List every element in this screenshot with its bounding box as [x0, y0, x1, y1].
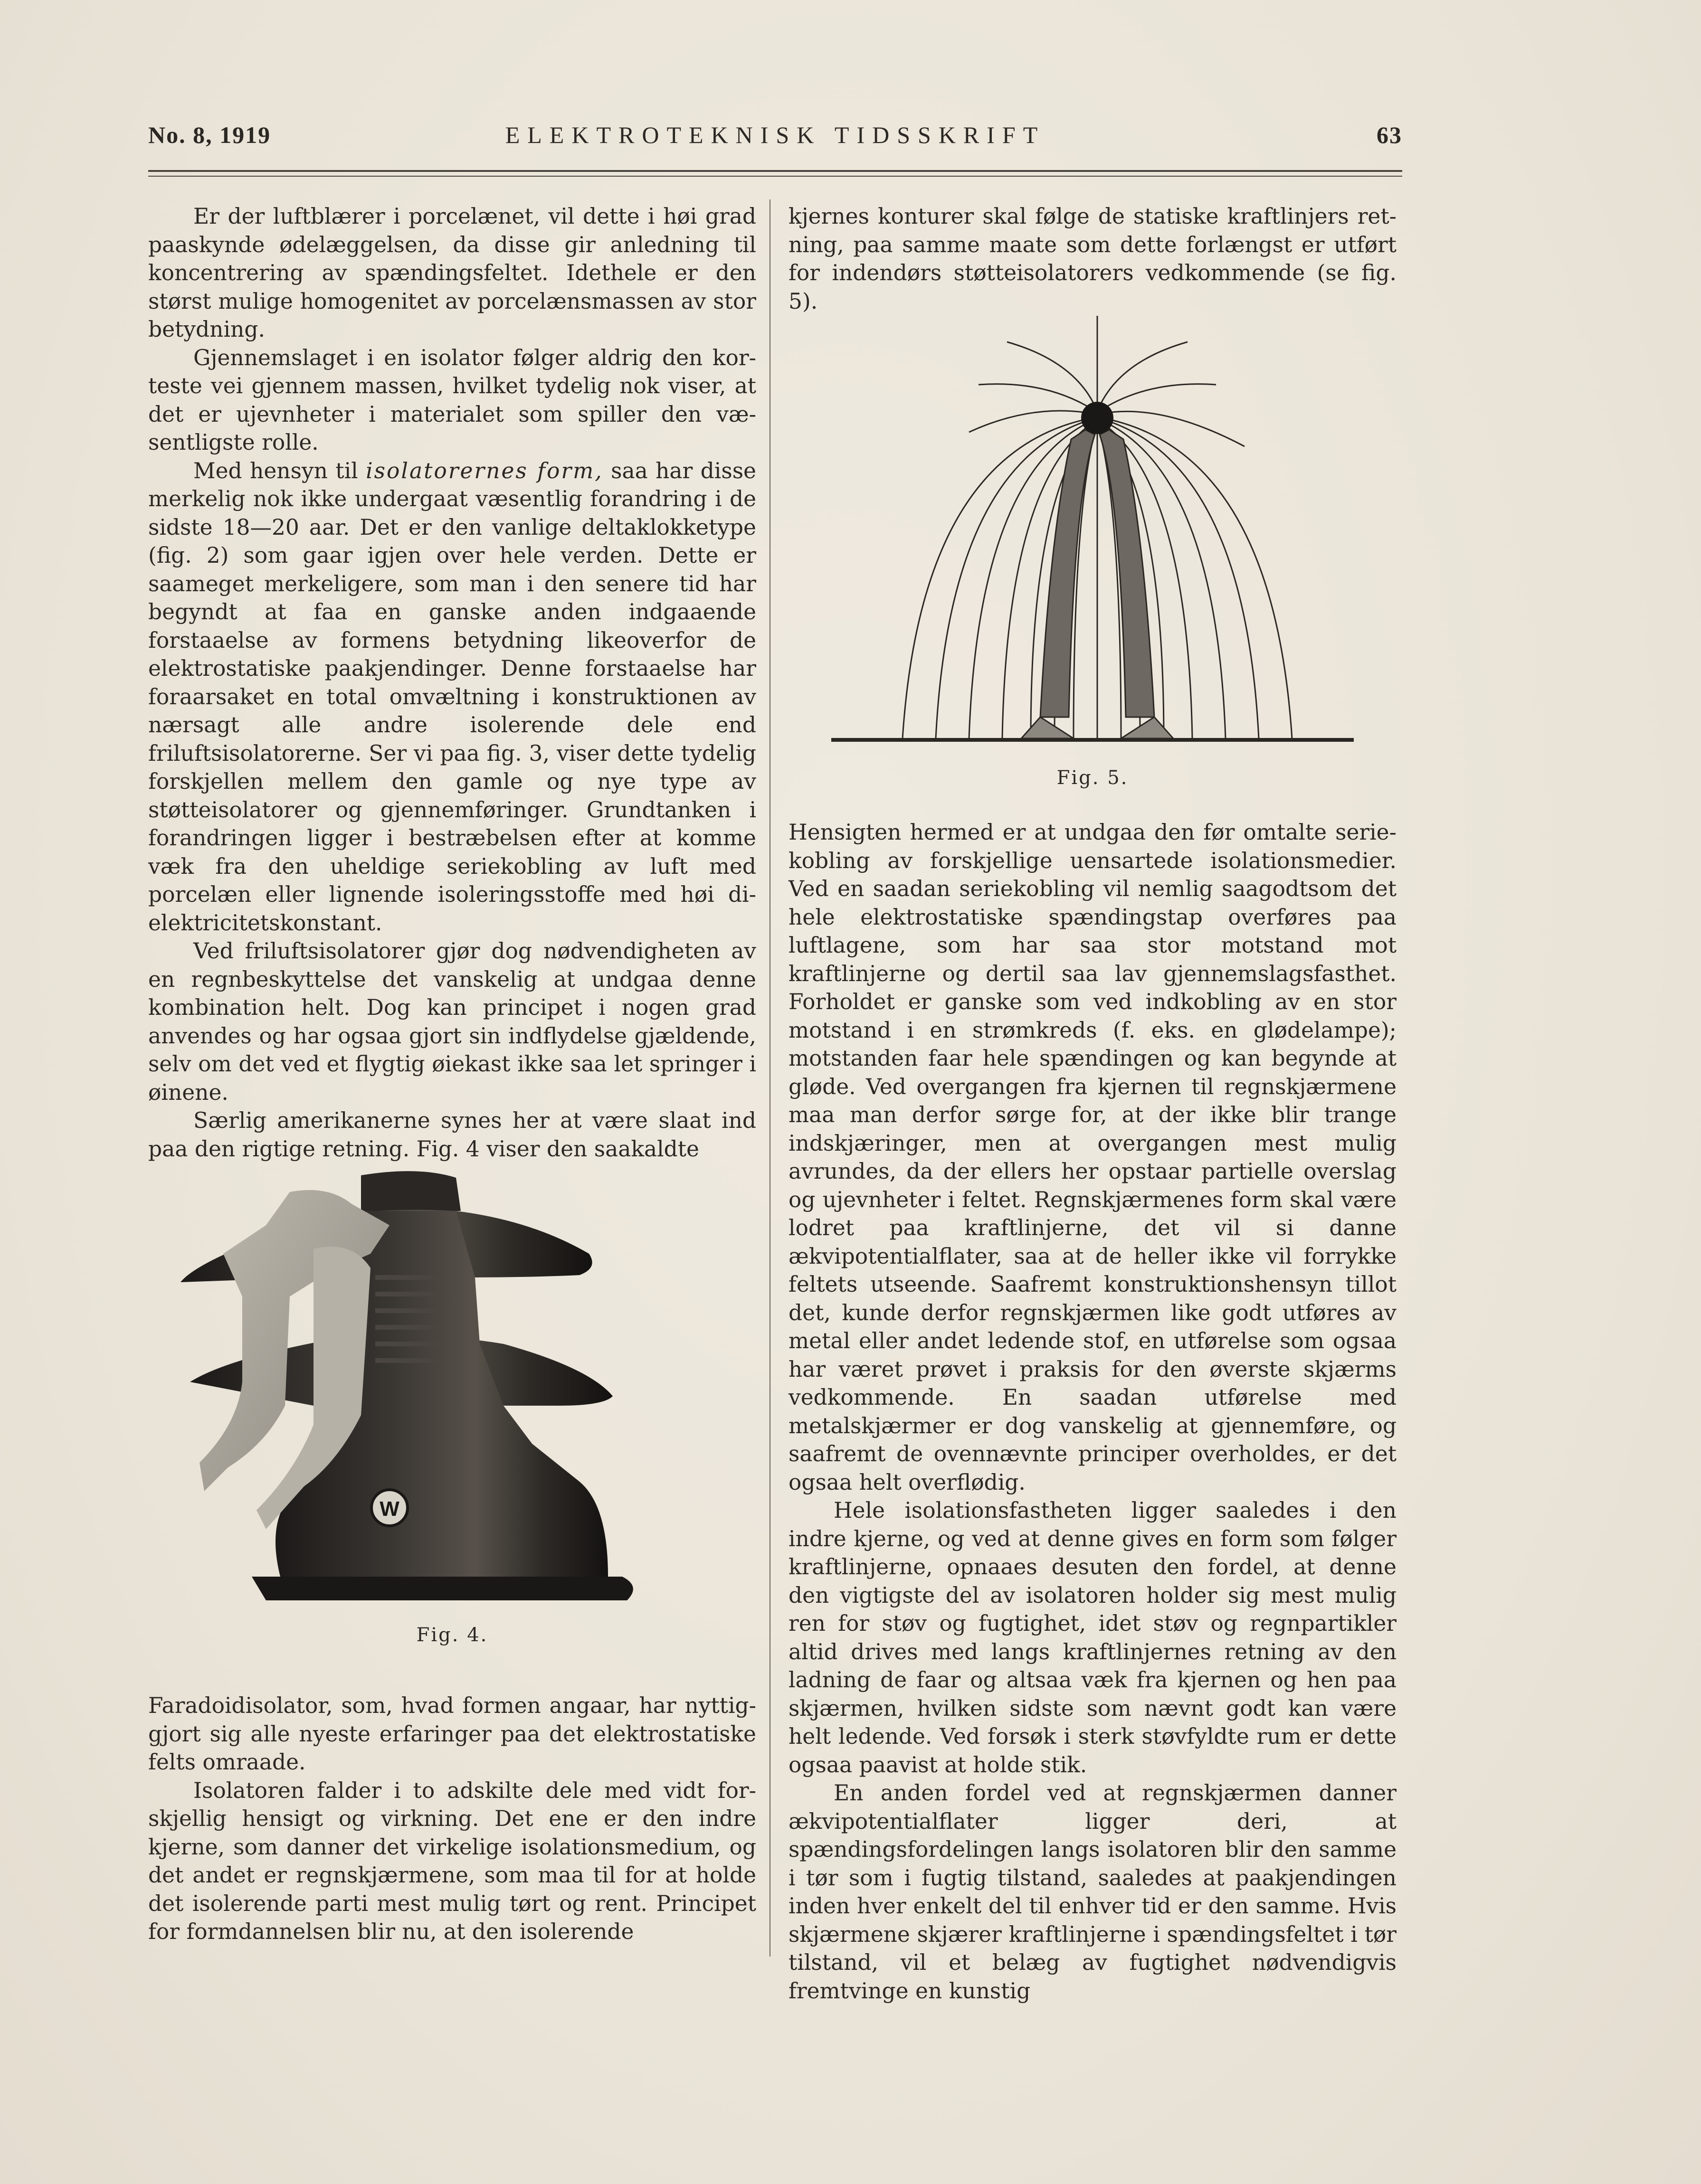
issue-number: No. 8, 1919	[148, 122, 271, 148]
conductor-knob-icon	[1081, 402, 1113, 434]
paragraph	[148, 457, 756, 937]
emphasis-text: isolatorernes form,	[366, 458, 603, 483]
paragraph: En anden fordel ved at regnskjærmen danner ækvipotentialflater ligger deri, at spændingsfordelingen langs isolatoren blir den samme i tør som i fugtig tilstand, saaledes at paakjendingen inden hver enkelt del til enhver tid er den samme. Hvis skjærmene skjærer kraftlinjerne i spændingsfeltet i tør tilstand, vil et belæg av fugtighet nødvendigvis fremtvinge en kunstig	[789, 1780, 1397, 2004]
paragraph: Hele isolationsfastheten ligger saaledes i den indre kjerne, og ved at denne gives en form som følger kraftlinjerne, opnaaes desuten den fordel, at denne den vigtigste del av isolatoren holder sig mest mulig ren for støv og fugtighet, idet støv og regnpartikler altid drives med langs kraftlinjernes retning av den ladning de faar og altsaa væk fra kjernen og hen paa skjærmen, hvilken sidste som nævnt godt kan være helt ledende. Ved forsøk i sterk støvfyldte rum er dette ogsaa paavist at holde stik.	[789, 1498, 1397, 1777]
figure-5-field-lines-diagram	[827, 309, 1359, 750]
paragraph: Gjennemslaget i en isolator følger aldrig den korteste vei gjennem massen, hvilket tydelig nok viser, at det er ujevnheter i materialet som spiller den væsentligste rolle.	[148, 345, 756, 455]
header-rule-thick	[148, 170, 1402, 172]
paragraph: kjernes konturer skal følge de statiske kraftlinjers retning, paa samme maate som dette forlængst er utført for indendørs støtteisolatorers vedkommende (se fig. 5).	[789, 204, 1397, 314]
figure-5-caption: Fig. 5.	[1056, 767, 1129, 789]
header-rule-thin	[148, 176, 1402, 177]
paragraph: Er der luftblærer i porcelænet, vil dette i høi grad paaskynde ødelæggelsen, da disse gir anledning til koncentrering av spændingsfeltet. Idethele er den størst mulige homogenitet av porcelænsmassen av stor betydning.	[148, 204, 756, 342]
right-column-bottom	[789, 818, 1397, 2005]
figure-4-insulator-image	[171, 1159, 665, 1615]
paragraph: Særlig amerikanerne synes her at være slaat ind paa den rigtige retning. Fig. 4 viser den saakaldte	[148, 1108, 756, 1162]
left-column-top	[148, 202, 756, 1163]
paragraph: Faradoidisolator, som, hvad formen angaar, har nyttiggjort sig alle nyeste erfaringer paa det elektrostatiske felts omraade.	[148, 1693, 756, 1775]
paragraph: Ved friluftsisolatorer gjør dog nødvendigheten av en regnbeskyttelse det vanskelig at undgaa denne kombination helt. Dog kan principet i nogen grad anvendes og har ogsaa gjort sin indflydelse gjældende, selv om det ved et flygtig øiekast ikke saa let springer i øinene.	[148, 938, 756, 1105]
right-column-top	[789, 202, 1397, 315]
figure-4-caption: Fig. 4.	[416, 1624, 488, 1646]
paragraph: Hensigten hermed er at undgaa den før omtalte seriekobling av forskjellige uensartede isolationsmedier. Ved en saadan seriekobling vil nemlig saagodtsom det hele elektrostatiske spændingstap overføres paa luftlagene, som har saa stor motstand mot kraftlinjerne og dertil saa lav gjennemslagsfasthet. Forholdet er ganske som ved indkobling av en stor motstand i en strømkreds (f. eks. en glødelampe); motstanden faar hele spændingen og kan begynde at gløde. Ved overgangen fra kjernen til regnskjærmene maa man derfor sørge for, at der ikke blir trange indskjæringer, men at overgangen mest mulig avrundes, da der ellers her opstaar partielle overslag og ujevnheter i feltet. Regnskjærmenes form skal være lodret paa kraftlinjerne, det vil si danne ækvipotentialflater, saa at de heller ikke vil forrykke feltets utseende. Saafremt konstruktionshensyn tillot det, kunde derfor regnskjærmen like godt utføres av metal eller andet ledende stof, en utførelse som ogsaa har været prøvet i praksis for den øverste skjærms vedkommende. En saadan utførelse med metalskjærmer er dog vanskelig at gjennemføre, og saafremt de ovennævnte principer overholdes, er det ogsaa helt overflødig.	[789, 820, 1397, 1495]
paragraph: Isolatoren falder i to adskilte dele med vidt forskjellig hensigt og virkning. Det ene er den indre kjerne, som danner det virkelige isolationsmedium, og det andet er regnskjærmene, som maa til for at holde det isolerende parti mest mulig tørt og rent. Principet for formdannelsen blir nu, at den isolerende	[148, 1777, 756, 1944]
logo-letter: W	[380, 1497, 399, 1521]
running-header	[148, 121, 1402, 154]
paragraph-text: saa har disse merkelig nok ikke undergaat væsentlig forandring i de sidste 18—20 aar. Det er den vanlige deltaklokketype (fig. 2) som gaar igjen over hele verden. Dette er saameget merkeligere, som man i den senere tid har begyndt at faa en ganske anden indgaaende forstaaelse av formens betydning likeoverfor de elektrostatiske paakjendinger. Denne forstaaelse har foraarsaket en total omvæltning i konstruktionen av nærsagt alle andre isolerende dele end friluftsisolatorerne. Ser vi paa fig. 3, viser dette tydelig forskjellen mellem den gamle og nye type av støtteisolatorer og gjennemføringer. Grundtanken i forandringen ligger i bestræbelsen efter at komme væk fra den uheldige seriekobling av luft med porcelæn eller lignende isoleringsstoffe med høi dielektricitetskonstant.	[148, 458, 756, 936]
paragraph-text: Med hensyn til	[193, 458, 366, 483]
left-column-bottom	[148, 1692, 756, 1946]
page-number: 63	[1377, 122, 1402, 148]
journal-title: ELEKTROTEKNISK TIDSSKRIFT	[505, 122, 1045, 148]
